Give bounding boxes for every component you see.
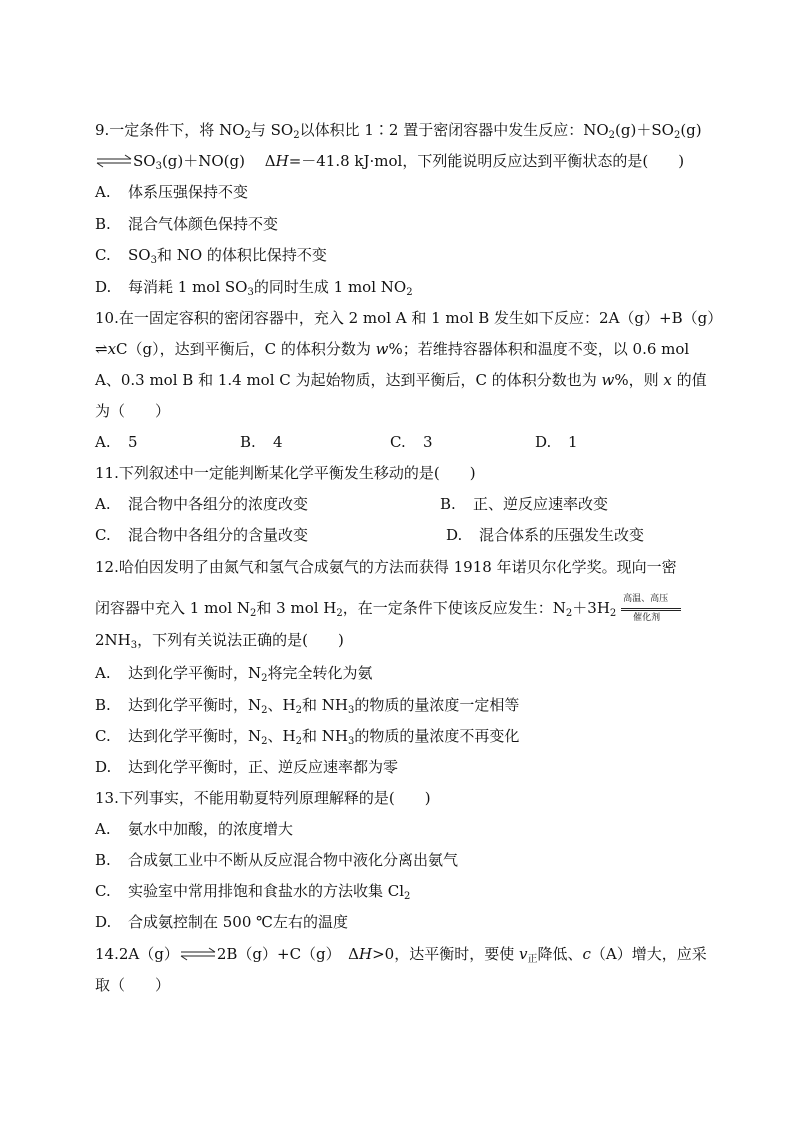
q14-stem-line2: 取（ ） — [95, 976, 171, 994]
q12-stem-line3: $2NH_3$，下列有关说法正确的是( ) — [95, 631, 344, 651]
q9-option-a[interactable]: A. 体系压强保持不变 — [95, 183, 249, 201]
q11-option-c[interactable]: C. 混合物中各组分的含量改变 — [95, 526, 309, 544]
q13-option-d[interactable]: D. 合成氨控制在 500 ℃左右的温度 — [95, 913, 348, 931]
q11-option-d[interactable]: D. 混合体系的压强发生改变 — [446, 526, 645, 544]
q12-option-d[interactable]: D. 达到化学平衡时，正、逆反应速率都为零 — [95, 758, 399, 776]
q14-stem-line1: 14.2A（g） 2B（g）+C（g） ΔH>0，达平衡时，要使 $v_正$降低、c（A）增大，应采 — [95, 945, 707, 965]
q10-option-b[interactable]: B. 4 — [240, 433, 283, 451]
q9-stem-line1: 9.一定条件下，将 $NO_2$与 $SO_2$以体积比 1∶2 置于密闭容器中发生反应：$NO_2(g)+SO_2(g)$ — [95, 121, 702, 141]
reaction-conditions: 高温、高压 催化剂 — [621, 593, 683, 625]
q11-option-b[interactable]: B. 正、逆反应速率改变 — [440, 495, 609, 513]
q12-option-b[interactable]: B. 达到化学平衡时，$N_2$、$H_2$和 $NH_3$的物质的量浓度一定相等 — [95, 696, 520, 716]
q9-option-d[interactable]: D. 每消耗 1 mol $SO_3$的同时生成 1 mol $NO_2$ — [95, 278, 413, 298]
q9-option-c[interactable]: C. $SO_3$和 NO 的体积比保持不变 — [95, 246, 327, 266]
q10-stem-line2: ⇌xC（g），达到平衡后，C 的体积分数为 w%；若维持容器体积和温度不变，以 0.6 mol — [95, 340, 690, 358]
q9-stem-line2: $SO_3(g)+NO(g)$ ΔH=－41.8 kJ·mol，下列能说明反应达到平衡状态的是( ) — [95, 151, 684, 171]
q11-option-a[interactable]: A. 混合物中各组分的浓度改变 — [95, 495, 309, 513]
q12-option-c[interactable]: C. 达到化学平衡时，$N_2$、$H_2$和 $NH_3$的物质的量浓度不再变化 — [95, 727, 520, 747]
q10-stem-line4: 为（ ） — [95, 402, 171, 420]
q13-option-a[interactable]: A. 氨水中加酸，的浓度增大 — [95, 820, 294, 838]
q12-option-a[interactable]: A. 达到化学平衡时，$N_2$将完全转化为氨 — [95, 664, 373, 684]
equilibrium-arrow-icon — [95, 154, 133, 168]
q12-stem-line1: 12.哈伯因发明了由氮气和氢气合成氨气的方法而获得 1918 年诺贝尔化学奖。现向一密 — [95, 558, 677, 576]
q12-stem-line2: 闭容器中充入 1 mol $N_2$和 3 mol $H_2$，在一定条件下使该反应发生：$N_2+3H_2$ 高温、高压 催化剂 — [95, 593, 683, 625]
q13-stem: 13.下列事实，不能用勒夏特列原理解释的是( ) — [95, 789, 431, 807]
q10-option-c[interactable]: C. 3 — [390, 433, 433, 451]
q11-stem: 11.下列叙述中一定能判断某化学平衡发生移动的是( ) — [95, 464, 476, 482]
q10-stem-line1: 10.在一固定容积的密闭容器中，充入 2 mol A 和 1 mol B 发生如下反应：2A（g）+B（g） — [95, 309, 723, 327]
q10-stem-line3: A、0.3 mol B 和 1.4 mol C 为起始物质，达到平衡后，C 的体积分数也为 w%，则 x 的值 — [95, 371, 707, 389]
q9-option-b[interactable]: B. 混合气体颜色保持不变 — [95, 215, 279, 233]
q10-option-d[interactable]: D. 1 — [535, 433, 578, 451]
q13-option-b[interactable]: B. 合成氨工业中不断从反应混合物中液化分离出氨气 — [95, 851, 459, 869]
q13-option-c[interactable]: C. 实验室中常用排饱和食盐水的方法收集 $Cl_2$ — [95, 882, 411, 902]
q10-option-a[interactable]: A. 5 — [95, 433, 138, 451]
equilibrium-arrow-icon — [179, 947, 217, 961]
